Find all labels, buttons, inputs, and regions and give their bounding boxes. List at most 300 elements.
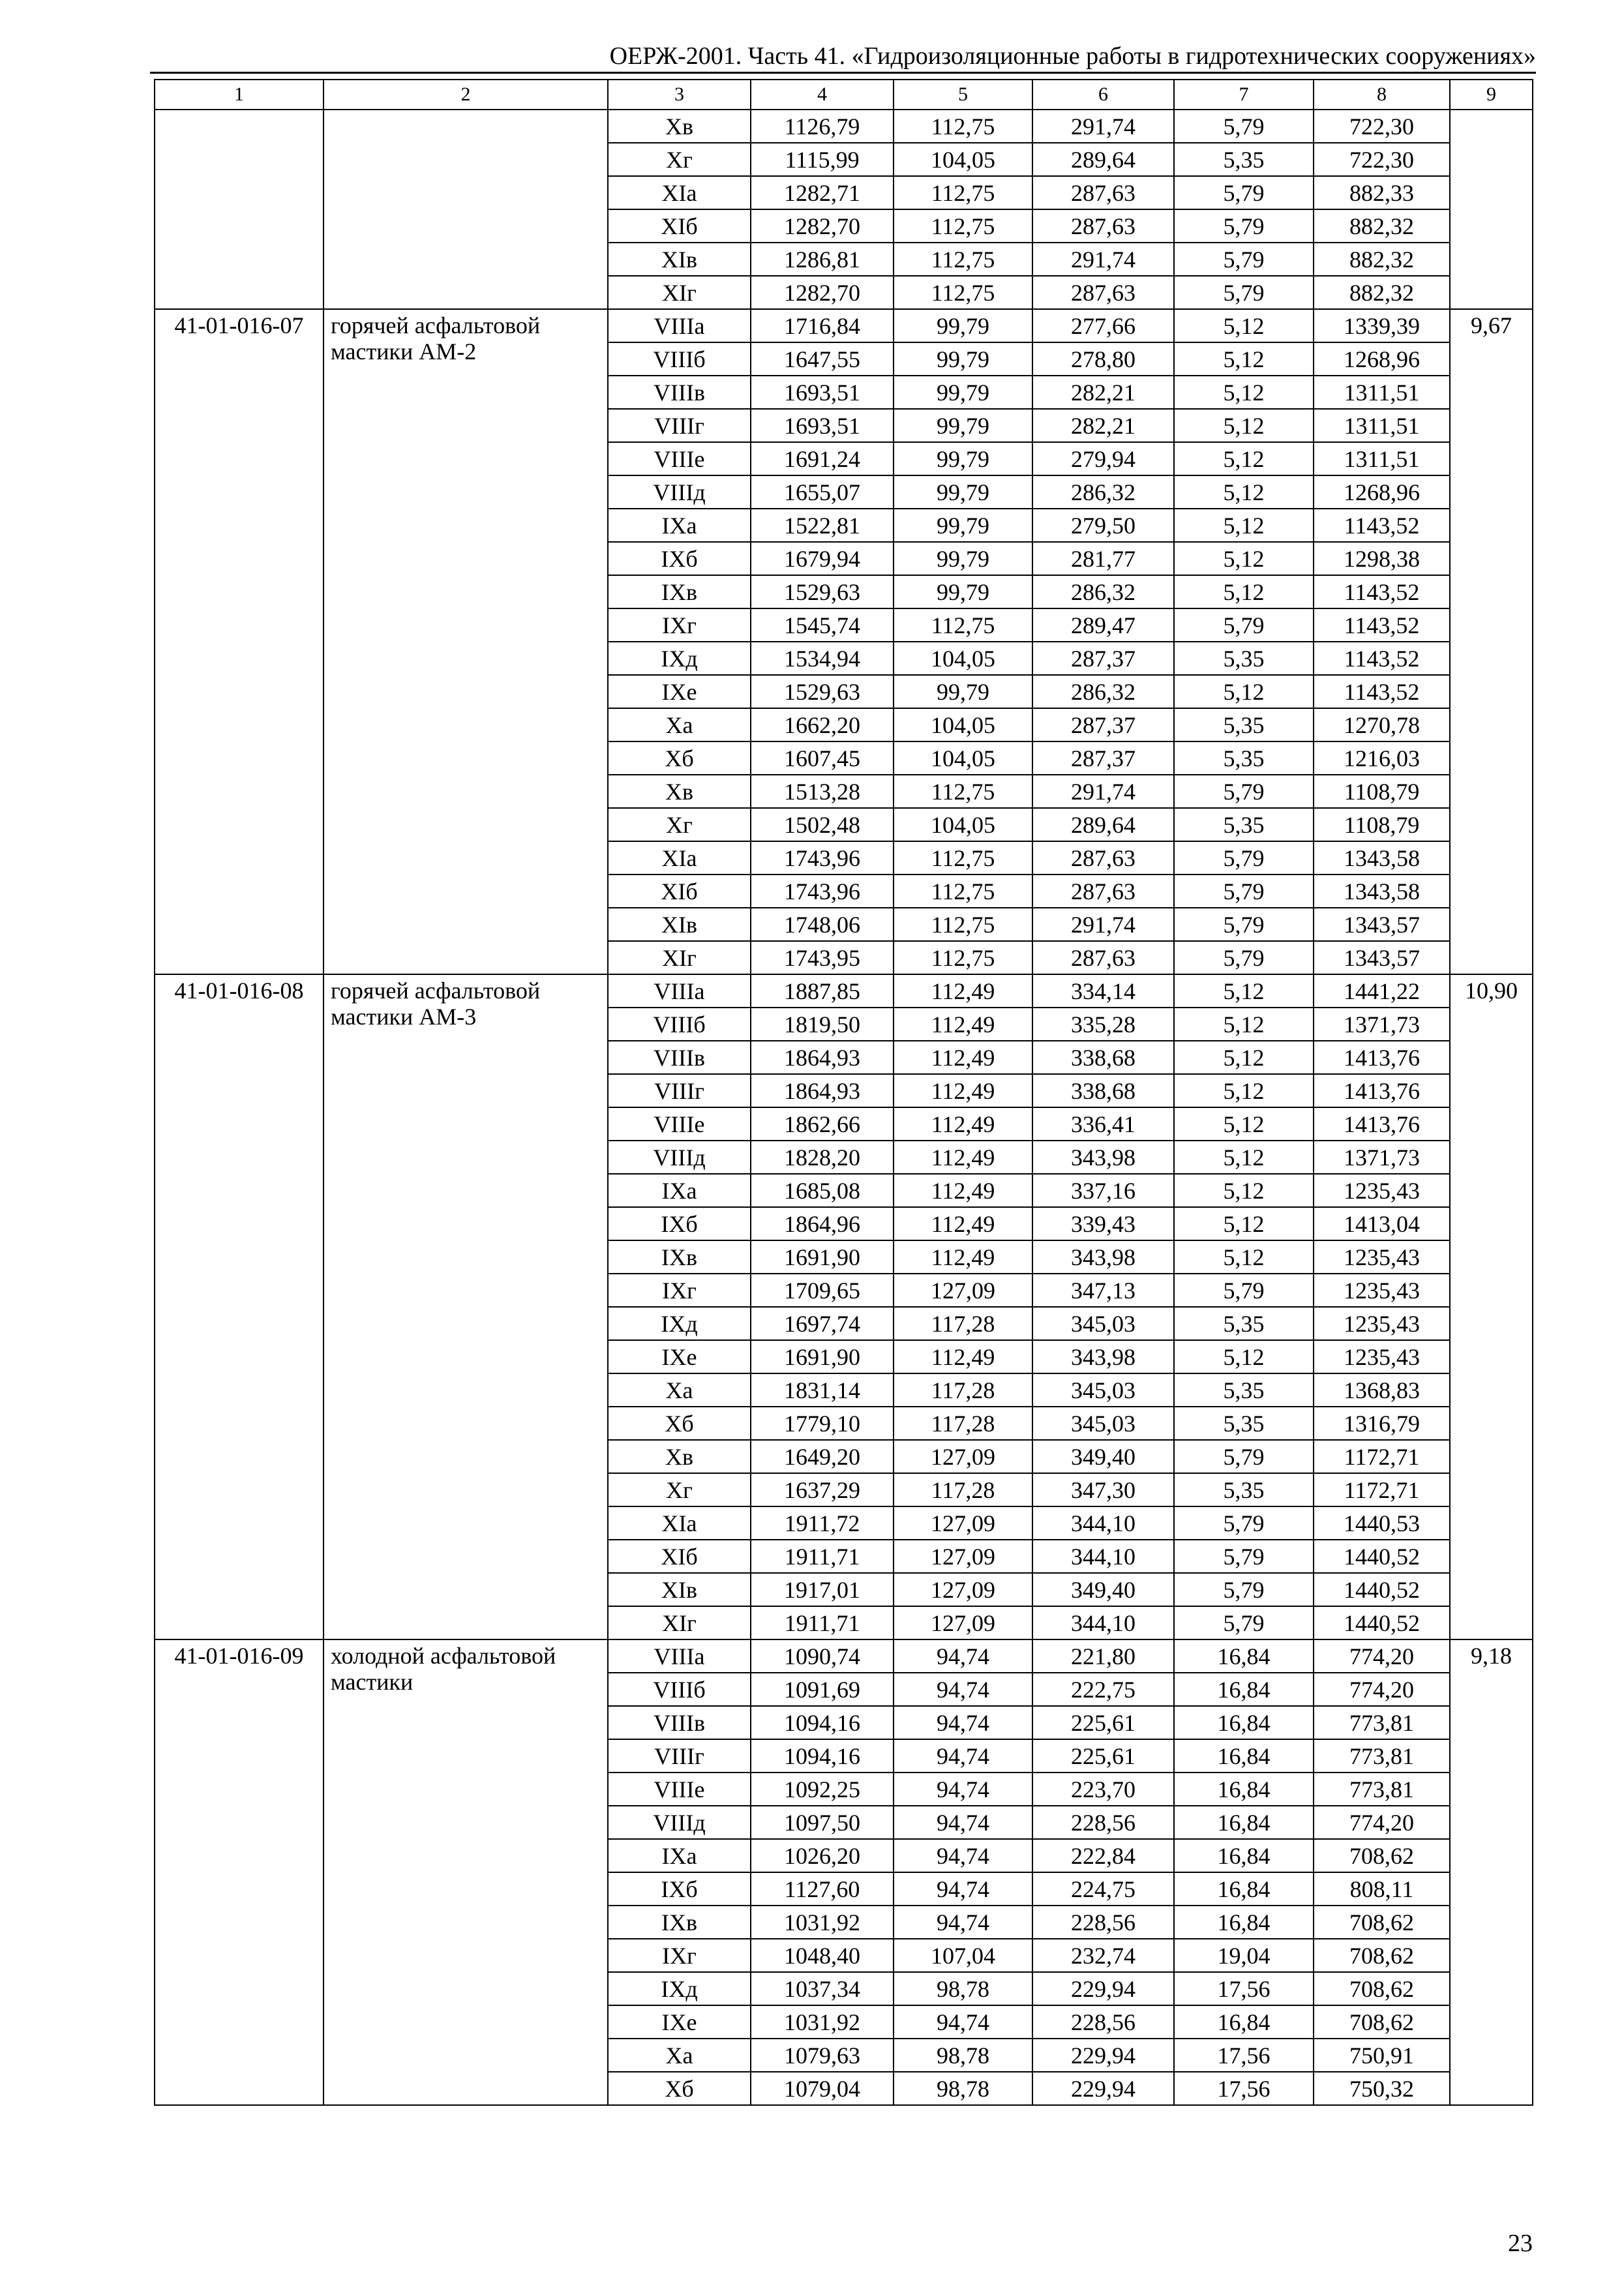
value-cell: 17,56 bbox=[1174, 2039, 1314, 2072]
zone-cell: IХд bbox=[608, 642, 751, 675]
zone-cell: VIIIа bbox=[608, 309, 751, 342]
value-cell: 774,20 bbox=[1314, 1806, 1450, 1839]
value-cell: 5,12 bbox=[1174, 1174, 1314, 1207]
rate-code-cell: 41-01-016-08 bbox=[155, 974, 323, 1639]
column-number: 5 bbox=[894, 80, 1032, 110]
value-cell: 343,98 bbox=[1032, 1240, 1174, 1274]
value-cell: 112,75 bbox=[894, 276, 1032, 309]
labor-norm-cell: 9,67 bbox=[1450, 309, 1533, 974]
rates-table bbox=[154, 79, 1533, 2106]
value-cell: 98,78 bbox=[894, 2039, 1032, 2072]
value-cell: 282,21 bbox=[1032, 409, 1174, 442]
value-cell: 127,09 bbox=[894, 1440, 1032, 1473]
value-cell: 773,81 bbox=[1314, 1773, 1450, 1806]
value-cell: 279,94 bbox=[1032, 442, 1174, 475]
value-cell: 289,64 bbox=[1032, 808, 1174, 841]
value-cell: 1270,78 bbox=[1314, 708, 1450, 741]
value-cell: 338,68 bbox=[1032, 1041, 1174, 1074]
value-cell: 1143,52 bbox=[1314, 675, 1450, 708]
value-cell: 5,79 bbox=[1174, 775, 1314, 808]
zone-cell: IХб bbox=[608, 542, 751, 575]
value-cell: 99,79 bbox=[894, 575, 1032, 608]
value-cell: 5,79 bbox=[1174, 1506, 1314, 1540]
zone-cell: VIIIб bbox=[608, 342, 751, 376]
value-cell: 5,12 bbox=[1174, 974, 1314, 1008]
value-cell: 291,74 bbox=[1032, 110, 1174, 143]
value-cell: 1079,04 bbox=[751, 2072, 894, 2105]
value-cell: 1268,96 bbox=[1314, 342, 1450, 376]
value-cell: 112,75 bbox=[894, 875, 1032, 908]
value-cell: 344,10 bbox=[1032, 1606, 1174, 1639]
value-cell: 16,84 bbox=[1174, 1673, 1314, 1706]
value-cell: 94,74 bbox=[894, 1739, 1032, 1773]
value-cell: 1647,55 bbox=[751, 342, 894, 376]
value-cell: 291,74 bbox=[1032, 775, 1174, 808]
zone-cell: VIIIг bbox=[608, 1739, 751, 1773]
value-cell: 1440,52 bbox=[1314, 1606, 1450, 1639]
value-cell: 127,09 bbox=[894, 1540, 1032, 1573]
value-cell: 708,62 bbox=[1314, 2005, 1450, 2039]
value-cell: 1079,63 bbox=[751, 2039, 894, 2072]
zone-cell: IХа bbox=[608, 509, 751, 542]
value-cell: 1371,73 bbox=[1314, 1008, 1450, 1041]
value-cell: 1235,43 bbox=[1314, 1307, 1450, 1340]
zone-cell: IХг bbox=[608, 1939, 751, 1972]
value-cell: 5,12 bbox=[1174, 1074, 1314, 1107]
value-cell: 99,79 bbox=[894, 376, 1032, 409]
zone-cell: ХIб bbox=[608, 209, 751, 243]
value-cell: 1911,71 bbox=[751, 1606, 894, 1639]
value-cell: 112,49 bbox=[894, 1240, 1032, 1274]
value-cell: 229,94 bbox=[1032, 1972, 1174, 2005]
value-cell: 278,80 bbox=[1032, 342, 1174, 376]
value-cell: 1529,63 bbox=[751, 675, 894, 708]
value-cell: 1172,71 bbox=[1314, 1440, 1450, 1473]
zone-cell: VIIIе bbox=[608, 442, 751, 475]
value-cell: 5,12 bbox=[1174, 1008, 1314, 1041]
value-cell: 5,79 bbox=[1174, 875, 1314, 908]
zone-cell: ХIв bbox=[608, 1573, 751, 1606]
value-cell: 94,74 bbox=[894, 1773, 1032, 1806]
value-cell: 1235,43 bbox=[1314, 1240, 1450, 1274]
value-cell: 5,79 bbox=[1174, 243, 1314, 276]
value-cell: 1819,50 bbox=[751, 1008, 894, 1041]
value-cell: 112,75 bbox=[894, 243, 1032, 276]
value-cell: 708,62 bbox=[1314, 1939, 1450, 1972]
value-cell: 94,74 bbox=[894, 2005, 1032, 2039]
zone-cell: VIIIб bbox=[608, 1008, 751, 1041]
value-cell: 773,81 bbox=[1314, 1706, 1450, 1739]
value-cell: 5,12 bbox=[1174, 442, 1314, 475]
value-cell: 232,74 bbox=[1032, 1939, 1174, 1972]
value-cell: 1693,51 bbox=[751, 409, 894, 442]
zone-cell: IХд bbox=[608, 1972, 751, 2005]
value-cell: 5,12 bbox=[1174, 342, 1314, 376]
value-cell: 19,04 bbox=[1174, 1939, 1314, 1972]
value-cell: 104,05 bbox=[894, 642, 1032, 675]
value-cell: 1172,71 bbox=[1314, 1473, 1450, 1506]
value-cell: 112,75 bbox=[894, 775, 1032, 808]
zone-cell: IХб bbox=[608, 1207, 751, 1240]
value-cell: 5,79 bbox=[1174, 1606, 1314, 1639]
value-cell: 1413,76 bbox=[1314, 1041, 1450, 1074]
value-cell: 1864,93 bbox=[751, 1041, 894, 1074]
value-cell: 334,14 bbox=[1032, 974, 1174, 1008]
value-cell: 1311,51 bbox=[1314, 442, 1450, 475]
value-cell: 5,79 bbox=[1174, 110, 1314, 143]
value-cell: 1779,10 bbox=[751, 1407, 894, 1440]
column-number-row bbox=[155, 80, 1533, 110]
value-cell: 1126,79 bbox=[751, 110, 894, 143]
value-cell: 289,47 bbox=[1032, 608, 1174, 642]
value-cell: 345,03 bbox=[1032, 1373, 1174, 1407]
value-cell: 1094,16 bbox=[751, 1739, 894, 1773]
value-cell: 1143,52 bbox=[1314, 642, 1450, 675]
zone-cell: Хв bbox=[608, 1440, 751, 1473]
value-cell: 277,66 bbox=[1032, 309, 1174, 342]
value-cell: 1743,96 bbox=[751, 875, 894, 908]
value-cell: 112,75 bbox=[894, 110, 1032, 143]
zone-cell: IХе bbox=[608, 675, 751, 708]
value-cell: 1282,70 bbox=[751, 276, 894, 309]
value-cell: 1679,94 bbox=[751, 542, 894, 575]
value-cell: 1282,70 bbox=[751, 209, 894, 243]
value-cell: 5,12 bbox=[1174, 475, 1314, 509]
value-cell: 1108,79 bbox=[1314, 808, 1450, 841]
value-cell: 117,28 bbox=[894, 1407, 1032, 1440]
value-cell: 1311,51 bbox=[1314, 376, 1450, 409]
value-cell: 1887,85 bbox=[751, 974, 894, 1008]
value-cell: 99,79 bbox=[894, 475, 1032, 509]
value-cell: 99,79 bbox=[894, 409, 1032, 442]
value-cell: 5,79 bbox=[1174, 941, 1314, 974]
value-cell: 287,37 bbox=[1032, 708, 1174, 741]
value-cell: 112,75 bbox=[894, 841, 1032, 875]
value-cell: 1235,43 bbox=[1314, 1340, 1450, 1373]
zone-cell: ХIб bbox=[608, 1540, 751, 1573]
value-cell: 5,12 bbox=[1174, 675, 1314, 708]
value-cell: 1268,96 bbox=[1314, 475, 1450, 509]
value-cell: 1440,52 bbox=[1314, 1540, 1450, 1573]
value-cell: 344,10 bbox=[1032, 1540, 1174, 1573]
value-cell: 287,37 bbox=[1032, 642, 1174, 675]
value-cell: 1748,06 bbox=[751, 908, 894, 941]
value-cell: 1709,65 bbox=[751, 1274, 894, 1307]
value-cell: 5,12 bbox=[1174, 1240, 1314, 1274]
value-cell: 5,79 bbox=[1174, 276, 1314, 309]
value-cell: 282,21 bbox=[1032, 376, 1174, 409]
value-cell: 94,74 bbox=[894, 1806, 1032, 1839]
value-cell: 1441,22 bbox=[1314, 974, 1450, 1008]
value-cell: 112,49 bbox=[894, 1141, 1032, 1174]
column-number: 2 bbox=[323, 80, 608, 110]
value-cell: 882,32 bbox=[1314, 243, 1450, 276]
value-cell: 1037,34 bbox=[751, 1972, 894, 2005]
value-cell: 16,84 bbox=[1174, 1706, 1314, 1739]
value-cell: 708,62 bbox=[1314, 1906, 1450, 1939]
value-cell: 5,12 bbox=[1174, 509, 1314, 542]
zone-cell: ХIг bbox=[608, 276, 751, 309]
value-cell: 336,41 bbox=[1032, 1107, 1174, 1141]
value-cell: 1143,52 bbox=[1314, 509, 1450, 542]
value-cell: 5,79 bbox=[1174, 908, 1314, 941]
value-cell: 98,78 bbox=[894, 1972, 1032, 2005]
zone-cell: IХа bbox=[608, 1839, 751, 1872]
value-cell: 5,12 bbox=[1174, 1340, 1314, 1373]
work-name-cell: горячей асфальтовой мастики АМ-2 bbox=[323, 309, 608, 974]
zone-cell: ХIа bbox=[608, 176, 751, 209]
zone-cell: VIIIа bbox=[608, 974, 751, 1008]
value-cell: 1031,92 bbox=[751, 1906, 894, 1939]
value-cell: 1286,81 bbox=[751, 243, 894, 276]
value-cell: 5,35 bbox=[1174, 1307, 1314, 1340]
value-cell: 1127,60 bbox=[751, 1872, 894, 1906]
value-cell: 5,79 bbox=[1174, 176, 1314, 209]
value-cell: 112,75 bbox=[894, 176, 1032, 209]
value-cell: 5,79 bbox=[1174, 1573, 1314, 1606]
value-cell: 1743,96 bbox=[751, 841, 894, 875]
value-cell: 291,74 bbox=[1032, 908, 1174, 941]
value-cell: 99,79 bbox=[894, 509, 1032, 542]
value-cell: 1440,52 bbox=[1314, 1573, 1450, 1606]
table-row bbox=[155, 1639, 1533, 1673]
zone-cell: IХв bbox=[608, 575, 751, 608]
zone-cell: Хб bbox=[608, 2072, 751, 2105]
value-cell: 5,79 bbox=[1174, 1274, 1314, 1307]
value-cell: 722,30 bbox=[1314, 143, 1450, 176]
value-cell: 1090,74 bbox=[751, 1639, 894, 1673]
value-cell: 222,75 bbox=[1032, 1673, 1174, 1706]
value-cell: 1864,96 bbox=[751, 1207, 894, 1240]
value-cell: 1529,63 bbox=[751, 575, 894, 608]
value-cell: 1662,20 bbox=[751, 708, 894, 741]
zone-cell: IХб bbox=[608, 1872, 751, 1906]
value-cell: 1831,14 bbox=[751, 1373, 894, 1407]
labor-norm-cell: 9,18 bbox=[1450, 1639, 1533, 2105]
value-cell: 1097,50 bbox=[751, 1806, 894, 1839]
value-cell: 349,40 bbox=[1032, 1440, 1174, 1473]
value-cell: 5,35 bbox=[1174, 808, 1314, 841]
value-cell: 1440,53 bbox=[1314, 1506, 1450, 1540]
value-cell: 5,35 bbox=[1174, 1373, 1314, 1407]
value-cell: 5,12 bbox=[1174, 409, 1314, 442]
value-cell: 112,49 bbox=[894, 1207, 1032, 1240]
zone-cell: VIIIд bbox=[608, 1806, 751, 1839]
value-cell: 127,09 bbox=[894, 1506, 1032, 1540]
zone-cell: VIIIб bbox=[608, 1673, 751, 1706]
value-cell: 335,28 bbox=[1032, 1008, 1174, 1041]
value-cell: 344,10 bbox=[1032, 1506, 1174, 1540]
rate-code-cell bbox=[155, 110, 323, 309]
value-cell: 1343,58 bbox=[1314, 875, 1450, 908]
value-cell: 1534,94 bbox=[751, 642, 894, 675]
value-cell: 107,04 bbox=[894, 1939, 1032, 1972]
value-cell: 228,56 bbox=[1032, 1906, 1174, 1939]
value-cell: 708,62 bbox=[1314, 1839, 1450, 1872]
value-cell: 1143,52 bbox=[1314, 575, 1450, 608]
value-cell: 225,61 bbox=[1032, 1706, 1174, 1739]
zone-cell: ХIб bbox=[608, 875, 751, 908]
value-cell: 5,79 bbox=[1174, 209, 1314, 243]
zone-cell: IХв bbox=[608, 1240, 751, 1274]
table-row bbox=[155, 974, 1533, 1008]
value-cell: 112,49 bbox=[894, 1074, 1032, 1107]
zone-cell: VIIIв bbox=[608, 376, 751, 409]
value-cell: 5,35 bbox=[1174, 642, 1314, 675]
value-cell: 16,84 bbox=[1174, 1839, 1314, 1872]
zone-cell: VIIIе bbox=[608, 1773, 751, 1806]
value-cell: 5,35 bbox=[1174, 708, 1314, 741]
zone-cell: IХа bbox=[608, 1174, 751, 1207]
value-cell: 99,79 bbox=[894, 675, 1032, 708]
value-cell: 1693,51 bbox=[751, 376, 894, 409]
zone-cell: ХIг bbox=[608, 941, 751, 974]
value-cell: 5,12 bbox=[1174, 1207, 1314, 1240]
value-cell: 1235,43 bbox=[1314, 1274, 1450, 1307]
zone-cell: VIIIд bbox=[608, 1141, 751, 1174]
value-cell: 16,84 bbox=[1174, 1906, 1314, 1939]
zone-cell: VIIIд bbox=[608, 475, 751, 509]
zone-cell: ХIв bbox=[608, 908, 751, 941]
table-body bbox=[155, 80, 1533, 2105]
value-cell: 224,75 bbox=[1032, 1872, 1174, 1906]
value-cell: 5,12 bbox=[1174, 1041, 1314, 1074]
value-cell: 1368,83 bbox=[1314, 1373, 1450, 1407]
value-cell: 112,75 bbox=[894, 941, 1032, 974]
zone-cell: Хв bbox=[608, 775, 751, 808]
value-cell: 281,77 bbox=[1032, 542, 1174, 575]
zone-cell: Хб bbox=[608, 741, 751, 775]
value-cell: 228,56 bbox=[1032, 1806, 1174, 1839]
zone-cell: IХг bbox=[608, 608, 751, 642]
value-cell: 286,32 bbox=[1032, 575, 1174, 608]
value-cell: 1607,45 bbox=[751, 741, 894, 775]
value-cell: 1691,24 bbox=[751, 442, 894, 475]
zone-cell: VIIIв bbox=[608, 1041, 751, 1074]
zone-cell: VIIIа bbox=[608, 1639, 751, 1673]
value-cell: 1716,84 bbox=[751, 309, 894, 342]
value-cell: 229,94 bbox=[1032, 2039, 1174, 2072]
value-cell: 228,56 bbox=[1032, 2005, 1174, 2039]
value-cell: 1316,79 bbox=[1314, 1407, 1450, 1440]
zone-cell: Ха bbox=[608, 2039, 751, 2072]
value-cell: 774,20 bbox=[1314, 1639, 1450, 1673]
value-cell: 99,79 bbox=[894, 342, 1032, 376]
value-cell: 112,49 bbox=[894, 1107, 1032, 1141]
zone-cell: Хв bbox=[608, 110, 751, 143]
zone-cell: IХв bbox=[608, 1906, 751, 1939]
column-number: 3 bbox=[608, 80, 751, 110]
value-cell: 1413,76 bbox=[1314, 1107, 1450, 1141]
zone-cell: IХг bbox=[608, 1274, 751, 1307]
value-cell: 5,35 bbox=[1174, 741, 1314, 775]
value-cell: 1094,16 bbox=[751, 1706, 894, 1739]
value-cell: 345,03 bbox=[1032, 1307, 1174, 1340]
value-cell: 1026,20 bbox=[751, 1839, 894, 1872]
value-cell: 882,33 bbox=[1314, 176, 1450, 209]
value-cell: 16,84 bbox=[1174, 1872, 1314, 1906]
value-cell: 1502,48 bbox=[751, 808, 894, 841]
value-cell: 223,70 bbox=[1032, 1773, 1174, 1806]
value-cell: 1649,20 bbox=[751, 1440, 894, 1473]
value-cell: 5,35 bbox=[1174, 1473, 1314, 1506]
rate-code-cell: 41-01-016-09 bbox=[155, 1639, 323, 2105]
value-cell: 221,80 bbox=[1032, 1639, 1174, 1673]
value-cell: 349,40 bbox=[1032, 1573, 1174, 1606]
value-cell: 1862,66 bbox=[751, 1107, 894, 1141]
value-cell: 117,28 bbox=[894, 1473, 1032, 1506]
value-cell: 112,75 bbox=[894, 908, 1032, 941]
zone-cell: IХе bbox=[608, 2005, 751, 2039]
zone-cell: ХIв bbox=[608, 243, 751, 276]
value-cell: 5,79 bbox=[1174, 841, 1314, 875]
zone-cell: VIIIв bbox=[608, 1706, 751, 1739]
value-cell: 287,63 bbox=[1032, 841, 1174, 875]
value-cell: 1235,43 bbox=[1314, 1174, 1450, 1207]
value-cell: 1092,25 bbox=[751, 1773, 894, 1806]
value-cell: 5,35 bbox=[1174, 143, 1314, 176]
value-cell: 5,12 bbox=[1174, 309, 1314, 342]
value-cell: 1343,57 bbox=[1314, 941, 1450, 974]
value-cell: 94,74 bbox=[894, 1839, 1032, 1872]
value-cell: 127,09 bbox=[894, 1274, 1032, 1307]
value-cell: 94,74 bbox=[894, 1639, 1032, 1673]
value-cell: 339,43 bbox=[1032, 1207, 1174, 1240]
zone-cell: VIIIг bbox=[608, 409, 751, 442]
value-cell: 708,62 bbox=[1314, 1972, 1450, 2005]
value-cell: 1216,03 bbox=[1314, 741, 1450, 775]
zone-cell: Хг bbox=[608, 143, 751, 176]
value-cell: 291,74 bbox=[1032, 243, 1174, 276]
value-cell: 112,75 bbox=[894, 608, 1032, 642]
value-cell: 1522,81 bbox=[751, 509, 894, 542]
value-cell: 1282,71 bbox=[751, 176, 894, 209]
value-cell: 104,05 bbox=[894, 143, 1032, 176]
value-cell: 1917,01 bbox=[751, 1573, 894, 1606]
zone-cell: Хг bbox=[608, 808, 751, 841]
value-cell: 286,32 bbox=[1032, 475, 1174, 509]
value-cell: 1545,74 bbox=[751, 608, 894, 642]
column-number: 9 bbox=[1450, 80, 1533, 110]
value-cell: 1691,90 bbox=[751, 1240, 894, 1274]
zone-cell: Хб bbox=[608, 1407, 751, 1440]
value-cell: 287,63 bbox=[1032, 276, 1174, 309]
zone-cell: IХд bbox=[608, 1307, 751, 1340]
value-cell: 773,81 bbox=[1314, 1739, 1450, 1773]
value-cell: 16,84 bbox=[1174, 1639, 1314, 1673]
value-cell: 112,75 bbox=[894, 209, 1032, 243]
value-cell: 774,20 bbox=[1314, 1673, 1450, 1706]
value-cell: 1371,73 bbox=[1314, 1141, 1450, 1174]
value-cell: 1911,71 bbox=[751, 1540, 894, 1573]
table-row bbox=[155, 309, 1533, 342]
value-cell: 337,16 bbox=[1032, 1174, 1174, 1207]
value-cell: 127,09 bbox=[894, 1573, 1032, 1606]
value-cell: 287,63 bbox=[1032, 875, 1174, 908]
value-cell: 750,91 bbox=[1314, 2039, 1450, 2072]
zone-cell: Ха bbox=[608, 708, 751, 741]
value-cell: 287,63 bbox=[1032, 941, 1174, 974]
zone-cell: ХIг bbox=[608, 1606, 751, 1639]
value-cell: 5,12 bbox=[1174, 542, 1314, 575]
labor-norm-cell bbox=[1450, 110, 1533, 309]
value-cell: 112,49 bbox=[894, 1340, 1032, 1373]
value-cell: 5,35 bbox=[1174, 1407, 1314, 1440]
value-cell: 94,74 bbox=[894, 1872, 1032, 1906]
value-cell: 1339,39 bbox=[1314, 309, 1450, 342]
value-cell: 343,98 bbox=[1032, 1340, 1174, 1373]
value-cell: 1697,74 bbox=[751, 1307, 894, 1340]
